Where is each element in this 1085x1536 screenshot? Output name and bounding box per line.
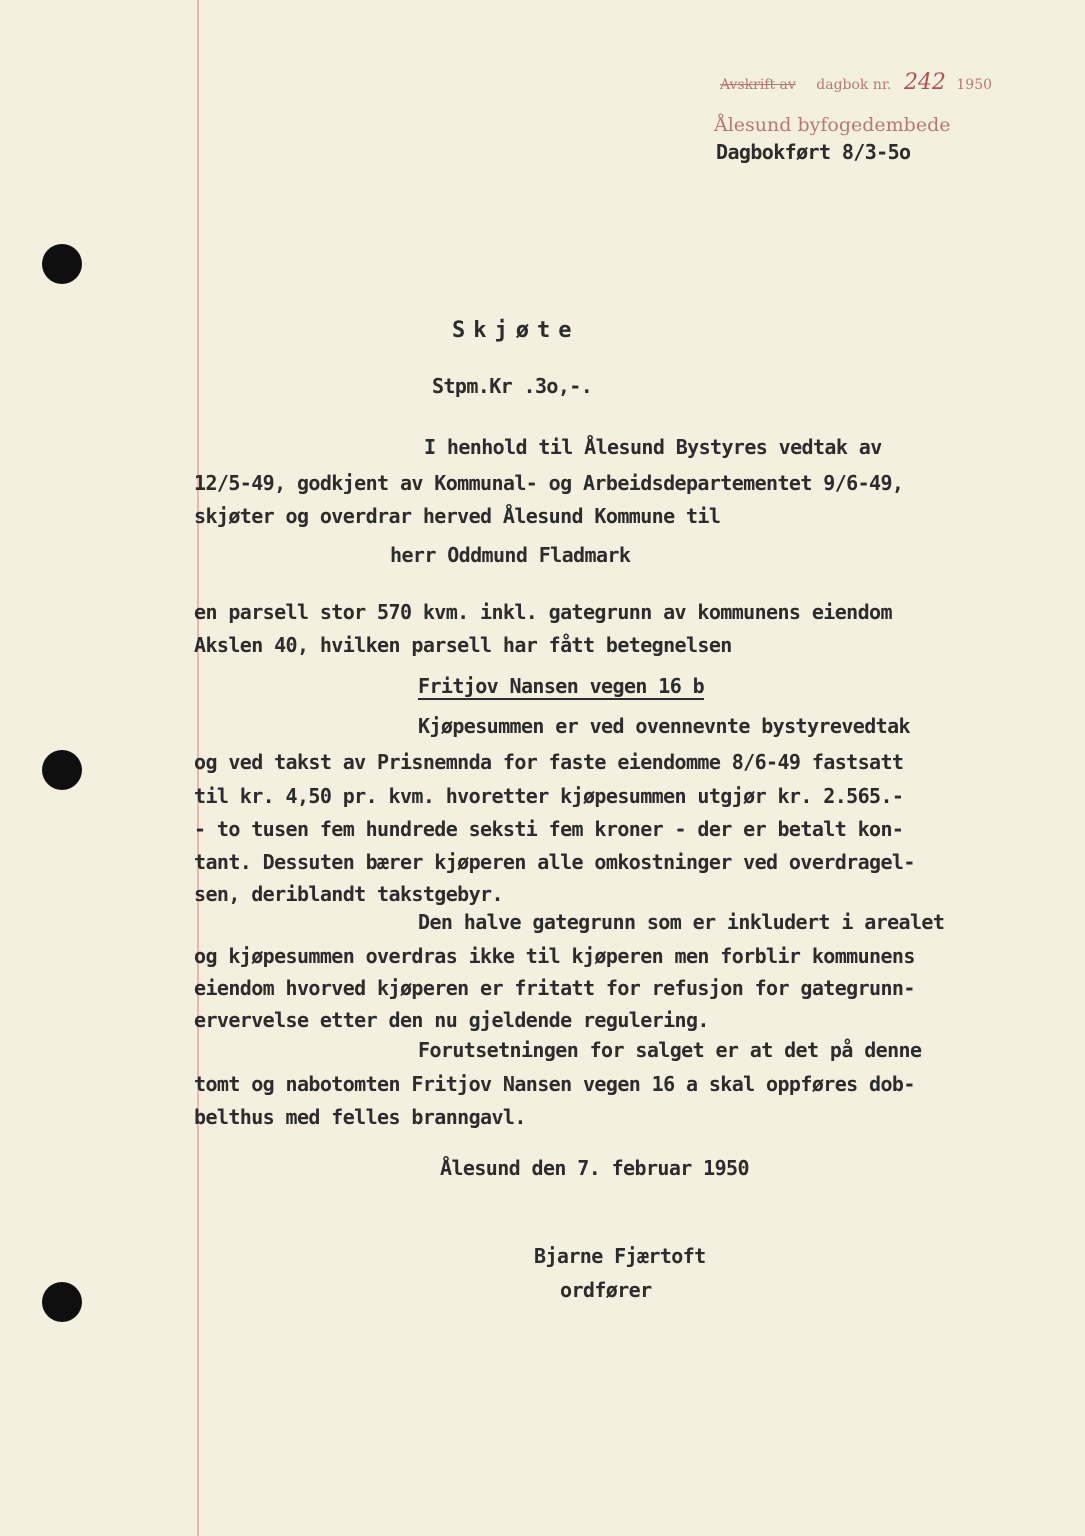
document-title: Skjøte bbox=[452, 318, 580, 343]
text-line: og ved takst av Prisnemnda for faste eiendomme 8/6-49 fastsatt bbox=[194, 750, 904, 774]
text-line: Akslen 40, hvilken parsell har fått betegnelsen bbox=[194, 633, 732, 657]
text-line: Kjøpesummen er ved ovennevnte bystyrevedtak bbox=[418, 714, 910, 738]
text-line: belthus med felles branngavl. bbox=[194, 1105, 526, 1129]
text-line: I henhold til Ålesund Bystyres vedtak av bbox=[424, 435, 882, 459]
text-line: - to tusen fem hundrede seksti fem kroner - der er betalt kon- bbox=[194, 817, 904, 841]
signer-title: ordfører bbox=[560, 1278, 652, 1302]
text-line: eiendom hvorved kjøperen er fritatt for refusjon for gategrunn- bbox=[194, 976, 915, 1000]
text-line: ervervelse etter den nu gjeldende regulering. bbox=[194, 1008, 709, 1032]
punch-hole-middle bbox=[42, 750, 82, 790]
place-and-date: Ålesund den 7. februar 1950 bbox=[440, 1156, 749, 1180]
stamp-diary-text: dagbok nr. bbox=[816, 77, 892, 93]
text-line: tant. Dessuten bærer kjøperen alle omkostninger ved overdragel- bbox=[194, 850, 915, 874]
text-line: og kjøpesummen overdras ikke til kjøperen men forblir kommunens bbox=[194, 944, 915, 968]
registry-stamp-office: Ålesund byfogedembede bbox=[714, 114, 951, 136]
text-line: en parsell stor 570 kvm. inkl. gategrunn av kommunens eiendom bbox=[194, 600, 892, 624]
punch-hole-bottom bbox=[42, 1282, 82, 1322]
text-line: skjøter og overdrar herved Ålesund Kommune til bbox=[194, 504, 721, 528]
stamp-diary-number: 242 bbox=[903, 70, 946, 95]
text-line: 12/5-49, godkjent av Kommunal- og Arbeidsdepartementet 9/6-49, bbox=[194, 471, 904, 495]
diary-registered-date: Dagbokført 8/3-5o bbox=[716, 140, 911, 164]
text-line: Forutsetningen for salget er at det på denne bbox=[418, 1038, 922, 1062]
text-line: Den halve gategrunn som er inkludert i arealet bbox=[418, 910, 945, 934]
registry-stamp-line1 bbox=[720, 70, 992, 95]
stamp-year: 1950 bbox=[956, 77, 993, 93]
stamp-duty: Stpm.Kr .3o,-. bbox=[432, 374, 593, 398]
stamp-copy-text: Avskrift av bbox=[720, 77, 796, 93]
buyer-name: herr Oddmund Fladmark bbox=[390, 543, 631, 567]
property-address: Fritjov Nansen vegen 16 b bbox=[418, 674, 705, 698]
punch-hole-top bbox=[42, 244, 82, 284]
text-line: til kr. 4,50 pr. kvm. hvoretter kjøpesummen utgjør kr. 2.565.- bbox=[194, 784, 904, 808]
text-line: tomt og nabotomten Fritjov Nansen vegen 16 a skal oppføres dob- bbox=[194, 1072, 915, 1096]
signer-name: Bjarne Fjærtoft bbox=[534, 1244, 706, 1268]
text-line: sen, deriblandt takstgebyr. bbox=[194, 882, 503, 906]
